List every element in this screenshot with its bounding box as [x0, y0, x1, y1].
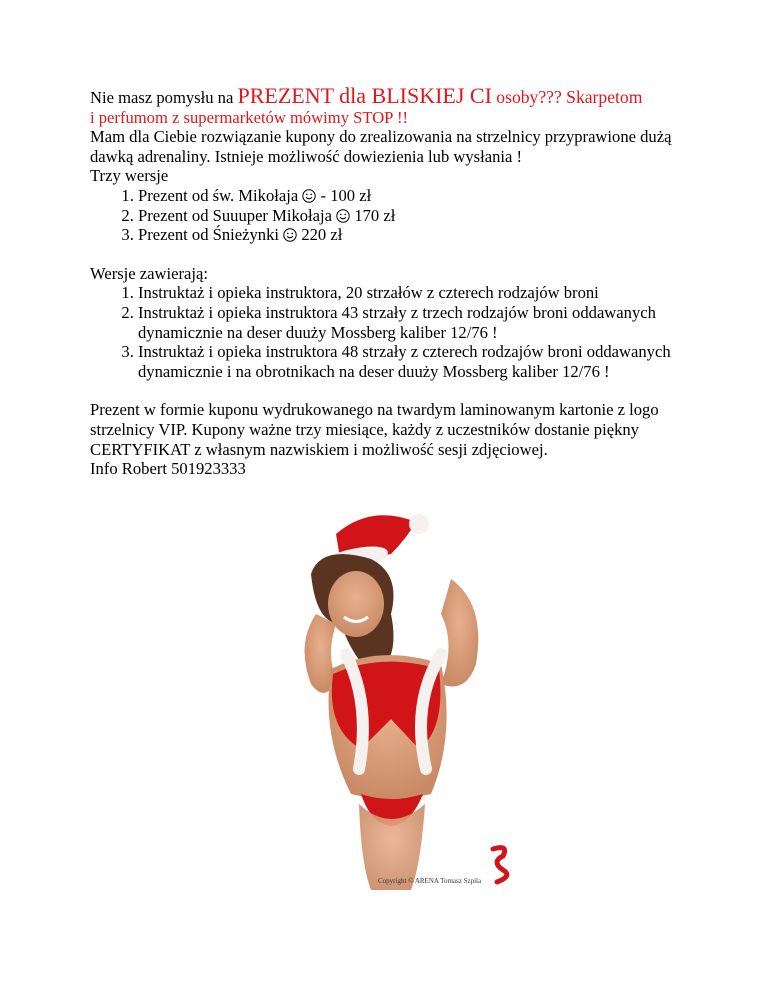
santa-photo [241, 504, 523, 890]
includes-item: 1. Instruktaż i opieka instruktora, 20 strzałów z czterech rodzajów broni [138, 283, 690, 303]
intro-line-2: i perfumom z supermarketów mówimy STOP !! [90, 107, 408, 127]
includes-heading: Wersje zawierają: [90, 263, 208, 283]
intro-text: Nie masz pomysłu na [90, 88, 238, 107]
photo-copyright: Copyright © ARENA Tomasz Szpila [378, 877, 482, 885]
intro-line-1 [90, 83, 690, 108]
version-item: 2. Prezent od Suuuper Mikołaja 170 zł [138, 206, 690, 226]
body-paragraph: Mam dla Ciebie rozwiązanie kupony do zrealizowania na strzelnicy przyprawione dużą dawką adrenaliny. Istnieje możliwość dowiezienia lub wysłania ! [90, 127, 672, 166]
footer-paragraph: Prezent w formie kuponu wydrukowanego na twardym laminowanym kartonie z logo strzelnicy VIP. Kupony ważne trzy miesiące, każdy z uczestników dostanie piękny CERTYFIKAT z własnym nazwiskiem i możliwość sesji zdjęciowej. [90, 400, 659, 459]
includes-item: 3. Instruktaż i opieka instruktora 48 strzały z czterech rodzajów broni oddawanych dynamicznie i na obrotnikach na deser duuży Mossberg kaliber 12/76 ! [138, 342, 690, 381]
intro-text-red: osoby??? Skarpetom [491, 87, 643, 107]
includes-list [90, 283, 690, 381]
smiley-icon [283, 228, 297, 242]
smiley-icon [336, 209, 350, 223]
includes-item: 2. Instruktaż i opieka instruktora 43 strzały z trzech rodzajów broni oddawanych dynamicznie na deser duuży Mossberg kaliber 12/76 ! [138, 303, 690, 342]
version-item: 1. Prezent od św. Mikołaja - 100 zł [138, 186, 690, 206]
versions-list [90, 186, 690, 245]
smiley-icon [302, 189, 316, 203]
santa-illustration [241, 504, 523, 890]
versions-heading: Trzy wersje [90, 166, 169, 186]
contact-info: Info Robert 501923333 [90, 459, 246, 479]
version-item: 3. Prezent od Śnieżynki 220 zł [138, 225, 690, 245]
document-body [90, 83, 690, 479]
intro-highlight: PREZENT dla BLISKIEJ CI [237, 83, 492, 108]
